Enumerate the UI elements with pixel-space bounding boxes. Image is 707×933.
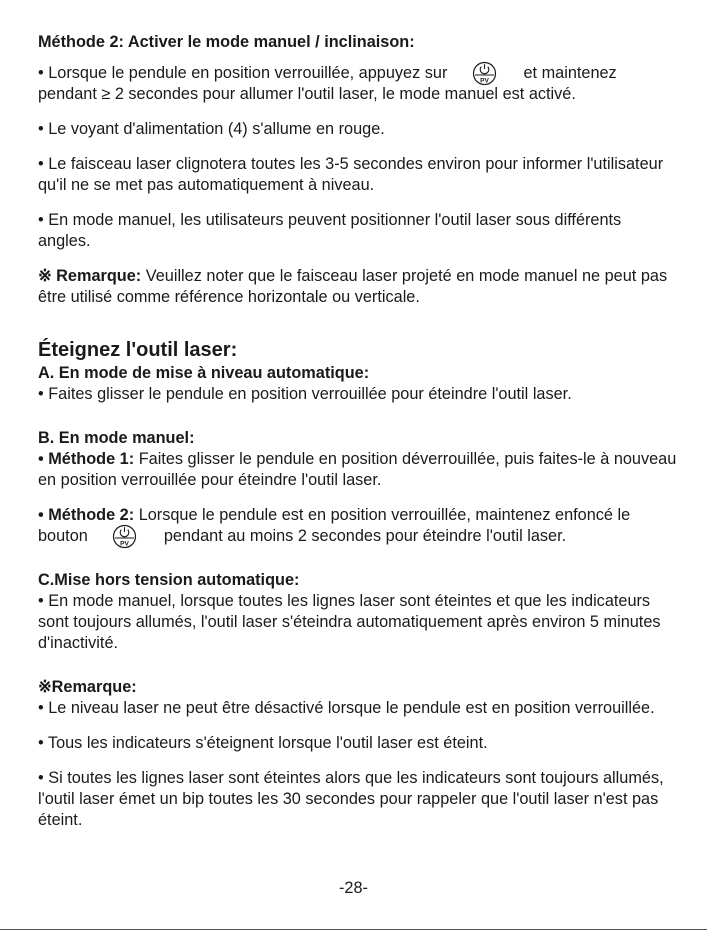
method2-paragraph-2: • Le voyant d'alimentation (4) s'allume en rouge. bbox=[38, 120, 385, 138]
auto-power-off-text: • En mode manuel, lorsque toutes les lignes laser sont éteintes et que les indicateurs sont toujours allumés, l'outil laser s'éteindra automatiquement après environ 5 minutes d'inactivité. bbox=[38, 592, 661, 652]
manual-method1-label: • Méthode 1: bbox=[38, 450, 135, 468]
power-pv-button-icon bbox=[112, 524, 137, 549]
method2-note-text: Veuillez noter que le faisceau laser projeté en mode manuel ne peut pas être utilisé comme référence horizontale ou verticale. bbox=[38, 267, 668, 306]
auto-level-heading: A. En mode de mise à niveau automatique: bbox=[38, 364, 370, 382]
method2-p1-text-a: • Lorsque le pendule en position verrouillée, appuyez sur bbox=[38, 64, 448, 82]
remark-paragraph-2: • Tous les indicateurs s'éteignent lorsque l'outil laser est éteint. bbox=[38, 734, 488, 752]
method2-paragraph-1 bbox=[38, 63, 678, 105]
remark-paragraph-3: • Si toutes les lignes laser sont éteintes alors que les indicateurs sont toujours allumés, l'outil laser émet un bip toutes les 30 secondes pour rappeler que l'outil laser n'est pas éteint. bbox=[38, 769, 664, 829]
svg-text:PV: PV bbox=[120, 540, 130, 548]
svg-text:PV: PV bbox=[480, 77, 489, 85]
manual-method2-text-b: pendant au moins 2 secondes pour éteindre l'outil laser. bbox=[163, 527, 567, 545]
manual-mode-heading: B. En mode manuel: bbox=[38, 429, 195, 447]
manual-method2-label: • Méthode 2: bbox=[38, 506, 135, 524]
method2-heading: Méthode 2: Activer le mode manuel / inclinaison: bbox=[38, 33, 415, 51]
power-pv-button-icon bbox=[472, 61, 497, 86]
manual-method1-text: Faites glisser le pendule en position déverrouillée, puis faites-le à nouveau en position verrouillée pour éteindre l'outil laser. bbox=[38, 450, 677, 489]
auto-power-off-heading: C.Mise hors tension automatique: bbox=[38, 571, 300, 589]
manual-method2 bbox=[38, 505, 678, 547]
method2-p1-text-c: maintenez pendant ≥ 2 secondes pour allumer l'outil laser, le mode manuel est activé. bbox=[38, 64, 617, 103]
method2-p1-text-b: et bbox=[523, 64, 538, 82]
auto-level-text: • Faites glisser le pendule en position verrouillée pour éteindre l'outil laser. bbox=[38, 385, 572, 403]
manual-method1 bbox=[38, 449, 678, 491]
bottom-rule bbox=[0, 929, 707, 930]
turn-off-heading: Éteignez l'outil laser: bbox=[38, 339, 238, 361]
remark-paragraph-1: • Le niveau laser ne peut être désactivé lorsque le pendule est en position verrouillée. bbox=[38, 699, 655, 717]
remark-heading: ※Remarque: bbox=[38, 678, 137, 696]
manual-method2-text-a: Lorsque le pendule est en position verrouillée, maintenez enfoncé le bouton bbox=[38, 506, 631, 545]
manual-page bbox=[38, 32, 678, 831]
method2-note bbox=[38, 266, 678, 308]
method2-note-label: ※ Remarque: bbox=[38, 267, 142, 285]
method2-paragraph-3: • Le faisceau laser clignotera toutes les 3-5 secondes environ pour informer l'utilisateur qu'il ne se met pas automatiquement à niveau. bbox=[38, 155, 664, 194]
page-number: -28- bbox=[339, 879, 368, 897]
method2-paragraph-4: • En mode manuel, les utilisateurs peuvent positionner l'outil laser sous différents angles. bbox=[38, 211, 622, 250]
